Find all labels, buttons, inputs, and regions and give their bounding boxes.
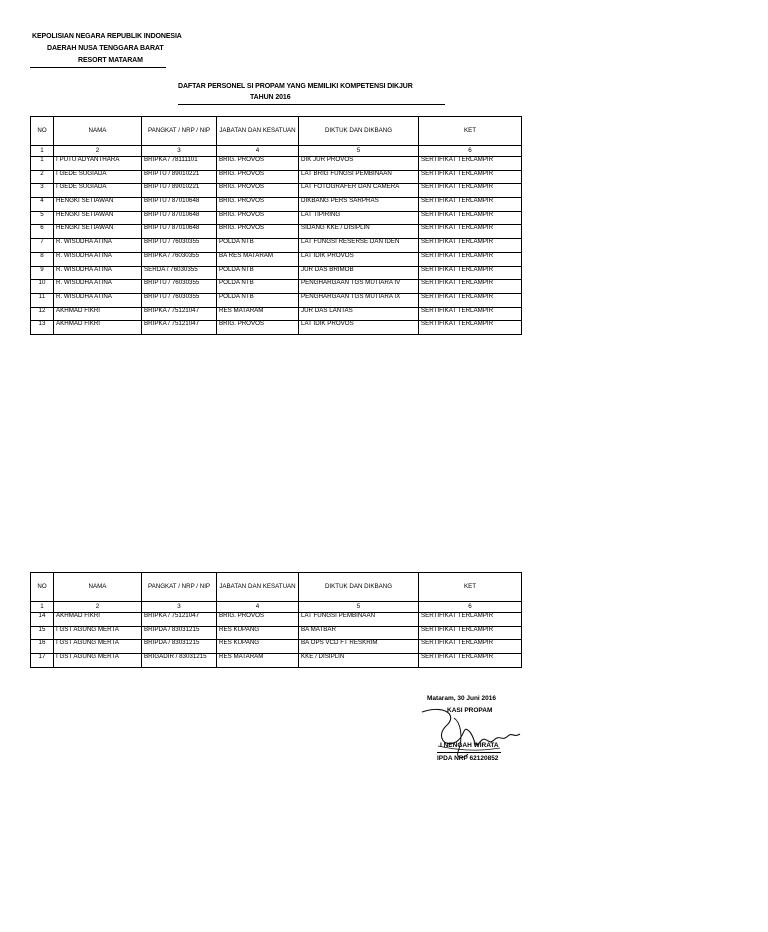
cell-ket: SERTIFIKAT TERLAMPIR bbox=[419, 211, 522, 225]
cell-jabatan: BRIG. PROVOS bbox=[217, 157, 299, 171]
cell-pangkat: BRIPKA / 75121047 bbox=[142, 307, 217, 321]
column-number-3: 3 bbox=[142, 602, 217, 613]
agency-line-1: KEPOLISIAN NEGARA REPUBLIK INDONESIA bbox=[32, 33, 182, 40]
table-row bbox=[31, 184, 522, 198]
table-row bbox=[31, 280, 522, 294]
column-number-5: 5 bbox=[299, 146, 419, 157]
cell-nama: I GST AGUNG MERTA bbox=[54, 640, 142, 654]
table-row bbox=[31, 266, 522, 280]
agency-underline bbox=[30, 67, 166, 68]
cell-nama: I GEDE SUGIADA bbox=[54, 170, 142, 184]
cell-ket: SERTIFIKAT TERLAMPIR bbox=[419, 184, 522, 198]
cell-diktuk: LAT TIPIRING bbox=[299, 211, 419, 225]
cell-no: 17 bbox=[31, 654, 54, 668]
signature-rank: IPDA NRP 62120852 bbox=[437, 755, 499, 762]
cell-pangkat: BRIPKA / 75121047 bbox=[142, 321, 217, 335]
cell-ket: SERTIFIKAT TERLAMPIR bbox=[419, 157, 522, 171]
column-number-4: 4 bbox=[217, 146, 299, 157]
cell-ket: SERTIFIKAT TERLAMPIR bbox=[419, 640, 522, 654]
cell-no: 15 bbox=[31, 626, 54, 640]
cell-diktuk: JUR DAS BRIMOB bbox=[299, 266, 419, 280]
table-row bbox=[31, 170, 522, 184]
cell-jabatan: BRIG. PROVOS bbox=[217, 211, 299, 225]
cell-ket: SERTIFIKAT TERLAMPIR bbox=[419, 198, 522, 212]
header-col-pangkat: PANGKAT / NRP / NIP bbox=[142, 117, 217, 146]
cell-jabatan: BRIG. PROVOS bbox=[217, 321, 299, 335]
cell-pangkat: BRIPKA / 78111101 bbox=[142, 157, 217, 171]
cell-ket: SERTIFIKAT TERLAMPIR bbox=[419, 293, 522, 307]
cell-pangkat: BRIPDA / 83031215 bbox=[142, 626, 217, 640]
cell-pangkat: BRIPTU / 87010648 bbox=[142, 211, 217, 225]
cell-jabatan: BRIG. PROVOS bbox=[217, 225, 299, 239]
cell-ket: SERTIFIKAT TERLAMPIR bbox=[419, 613, 522, 627]
cell-no: 11 bbox=[31, 293, 54, 307]
cell-jabatan: BRIG. PROVOS bbox=[217, 170, 299, 184]
cell-pangkat: BRIPKA / 75121047 bbox=[142, 613, 217, 627]
column-number-2: 2 bbox=[54, 602, 142, 613]
table-row bbox=[31, 626, 522, 640]
cell-nama: R. WISUDHA ATINA bbox=[54, 266, 142, 280]
header-col-ket: KET bbox=[419, 573, 522, 602]
cell-diktuk: DIK JUR PROVOS bbox=[299, 157, 419, 171]
cell-pangkat: BRIPTU / 87010648 bbox=[142, 225, 217, 239]
cell-diktuk: BA MATBAR bbox=[299, 626, 419, 640]
personnel-table-1 bbox=[30, 116, 522, 335]
cell-jabatan: POLDA NTB bbox=[217, 266, 299, 280]
cell-diktuk: JUR DAS LANTAS bbox=[299, 307, 419, 321]
cell-pangkat: BRIPKA / 76030355 bbox=[142, 252, 217, 266]
cell-ket: SERTIFIKAT TERLAMPIR bbox=[419, 225, 522, 239]
cell-jabatan: POLDA NTB bbox=[217, 239, 299, 253]
table-row bbox=[31, 293, 522, 307]
header-col-pangkat: PANGKAT / NRP / NIP bbox=[142, 573, 217, 602]
column-number-6: 6 bbox=[419, 146, 522, 157]
cell-ket: SERTIFIKAT TERLAMPIR bbox=[419, 307, 522, 321]
cell-jabatan: BRIG. PROVOS bbox=[217, 184, 299, 198]
cell-jabatan: POLDA NTB bbox=[217, 280, 299, 294]
cell-pangkat: BRIPTU / 89010221 bbox=[142, 170, 217, 184]
table-row bbox=[31, 252, 522, 266]
cell-ket: SERTIFIKAT TERLAMPIR bbox=[419, 239, 522, 253]
cell-diktuk: LAT FUNGSI PEMBINAAN bbox=[299, 613, 419, 627]
cell-diktuk: LAT IDIK PROVOS bbox=[299, 321, 419, 335]
agency-line-2: DAERAH NUSA TENGGARA BARAT bbox=[47, 45, 164, 52]
cell-diktuk: LAT FOTOGRAFER DAN CAMERA bbox=[299, 184, 419, 198]
column-number-6: 6 bbox=[419, 602, 522, 613]
cell-no: 9 bbox=[31, 266, 54, 280]
table-row bbox=[31, 654, 522, 668]
cell-pangkat: BRIPTU / 76030355 bbox=[142, 239, 217, 253]
table-row bbox=[31, 239, 522, 253]
cell-ket: SERTIFIKAT TERLAMPIR bbox=[419, 626, 522, 640]
cell-pangkat: BRIPTU / 76030355 bbox=[142, 280, 217, 294]
header-col-diktuk: DIKTUK DAN DIKBANG bbox=[299, 117, 419, 146]
cell-jabatan: RES KUPANG bbox=[217, 640, 299, 654]
column-number-1: 1 bbox=[31, 602, 54, 613]
doc-year: TAHUN 2016 bbox=[250, 94, 291, 101]
cell-nama: I GEDE SUGIADA bbox=[54, 184, 142, 198]
cell-pangkat: BRIGADIR / 83031215 bbox=[142, 654, 217, 668]
header-col-no: NO bbox=[31, 573, 54, 602]
agency-line-3: RESORT MATARAM bbox=[78, 57, 143, 64]
cell-nama: AKHMAD FIKRI bbox=[54, 613, 142, 627]
cell-ket: SERTIFIKAT TERLAMPIR bbox=[419, 321, 522, 335]
column-number-4: 4 bbox=[217, 602, 299, 613]
cell-nama: I GST AGUNG MERTA bbox=[54, 626, 142, 640]
table-row bbox=[31, 307, 522, 321]
signature-position: KASI PROPAM bbox=[447, 707, 493, 714]
cell-nama: R. WISUDHA ATINA bbox=[54, 293, 142, 307]
personnel-table-2 bbox=[30, 572, 522, 668]
cell-diktuk: PENGHARGAAN TGS MUTIARA IV bbox=[299, 280, 419, 294]
cell-no: 14 bbox=[31, 613, 54, 627]
cell-pangkat: BRIPDA / 83031215 bbox=[142, 640, 217, 654]
header-row bbox=[31, 117, 522, 146]
cell-no: 10 bbox=[31, 280, 54, 294]
cell-diktuk: LAT FUNGSI RESERSE DAN IDEN bbox=[299, 239, 419, 253]
cell-diktuk: LAT IDIK PROVOS bbox=[299, 252, 419, 266]
cell-ket: SERTIFIKAT TERLAMPIR bbox=[419, 280, 522, 294]
cell-no: 6 bbox=[31, 225, 54, 239]
cell-no: 12 bbox=[31, 307, 54, 321]
cell-no: 16 bbox=[31, 640, 54, 654]
table-row bbox=[31, 613, 522, 627]
header-col-ket: KET bbox=[419, 117, 522, 146]
signature-underline bbox=[437, 752, 501, 753]
table-row bbox=[31, 225, 522, 239]
column-number-1: 1 bbox=[31, 146, 54, 157]
cell-ket: SERTIFIKAT TERLAMPIR bbox=[419, 654, 522, 668]
cell-jabatan: RES MATARAM bbox=[217, 307, 299, 321]
cell-pangkat: BRIPTU / 89010221 bbox=[142, 184, 217, 198]
cell-no: 4 bbox=[31, 198, 54, 212]
cell-pangkat: BRIPTU / 87010648 bbox=[142, 198, 217, 212]
header-col-jabatan: JABATAN DAN KESATUAN bbox=[217, 117, 299, 146]
cell-nama: I PUTU ADYANTHARA bbox=[54, 157, 142, 171]
column-number-row bbox=[31, 602, 522, 613]
cell-nama: HENGKI SETIAWAN bbox=[54, 225, 142, 239]
cell-nama: HENGKI SETIAWAN bbox=[54, 198, 142, 212]
cell-jabatan: BRIG. PROVOS bbox=[217, 613, 299, 627]
cell-no: 5 bbox=[31, 211, 54, 225]
header-col-no: NO bbox=[31, 117, 54, 146]
column-number-row bbox=[31, 146, 522, 157]
cell-diktuk: KKE / DISIPLIN bbox=[299, 654, 419, 668]
header-row bbox=[31, 573, 522, 602]
cell-nama: I GST AGUNG MERTA bbox=[54, 654, 142, 668]
cell-nama: HENGKI SETIAWAN bbox=[54, 211, 142, 225]
cell-no: 8 bbox=[31, 252, 54, 266]
title-underline bbox=[178, 104, 445, 105]
table-row bbox=[31, 198, 522, 212]
cell-diktuk: PENGHARGAAN TGS MUTIARA IX bbox=[299, 293, 419, 307]
table-row bbox=[31, 640, 522, 654]
table-row bbox=[31, 321, 522, 335]
cell-nama: R. WISUDHA ATINA bbox=[54, 280, 142, 294]
cell-diktuk: BA OPS VCD FT RESKRIM bbox=[299, 640, 419, 654]
cell-pangkat: SERDA / 76030355 bbox=[142, 266, 217, 280]
cell-jabatan: RES MATARAM bbox=[217, 654, 299, 668]
cell-diktuk: LAT BRIG FUNGSI PEMBINAAN bbox=[299, 170, 419, 184]
cell-nama: AKHMAD FIKRI bbox=[54, 307, 142, 321]
cell-no: 1 bbox=[31, 157, 54, 171]
cell-ket: SERTIFIKAT TERLAMPIR bbox=[419, 252, 522, 266]
signature-date: Mataram, 30 Juni 2016 bbox=[427, 695, 497, 702]
doc-title: DAFTAR PERSONEL SI PROPAM YANG MEMILIKI KOMPETENSI DIKJUR bbox=[178, 83, 413, 90]
cell-no: 7 bbox=[31, 239, 54, 253]
cell-nama: AKHMAD FIKRI bbox=[54, 321, 142, 335]
cell-ket: SERTIFIKAT TERLAMPIR bbox=[419, 170, 522, 184]
header-col-jabatan: JABATAN DAN KESATUAN bbox=[217, 573, 299, 602]
cell-no: 2 bbox=[31, 170, 54, 184]
cell-ket: SERTIFIKAT TERLAMPIR bbox=[419, 266, 522, 280]
cell-nama: R. WISUDHA ATINA bbox=[54, 239, 142, 253]
header-col-nama: NAMA bbox=[54, 573, 142, 602]
table-row bbox=[31, 211, 522, 225]
table-row bbox=[31, 157, 522, 171]
column-number-3: 3 bbox=[142, 146, 217, 157]
cell-no: 13 bbox=[31, 321, 54, 335]
cell-diktuk: SIDANG KKE / DISIPLIN bbox=[299, 225, 419, 239]
cell-jabatan: BA RES MATARAM bbox=[217, 252, 299, 266]
cell-diktuk: DIKBANG PERS SARPRAS bbox=[299, 198, 419, 212]
cell-jabatan: RES KUPANG bbox=[217, 626, 299, 640]
column-number-2: 2 bbox=[54, 146, 142, 157]
column-number-5: 5 bbox=[299, 602, 419, 613]
cell-no: 3 bbox=[31, 184, 54, 198]
cell-pangkat: BRIPTU / 76030355 bbox=[142, 293, 217, 307]
signature-name: I NENGAH WIRATA bbox=[440, 742, 499, 749]
cell-jabatan: BRIG. PROVOS bbox=[217, 198, 299, 212]
header-col-diktuk: DIKTUK DAN DIKBANG bbox=[299, 573, 419, 602]
cell-nama: R. WISUDHA ATINA bbox=[54, 252, 142, 266]
header-col-nama: NAMA bbox=[54, 117, 142, 146]
cell-jabatan: POLDA NTB bbox=[217, 293, 299, 307]
